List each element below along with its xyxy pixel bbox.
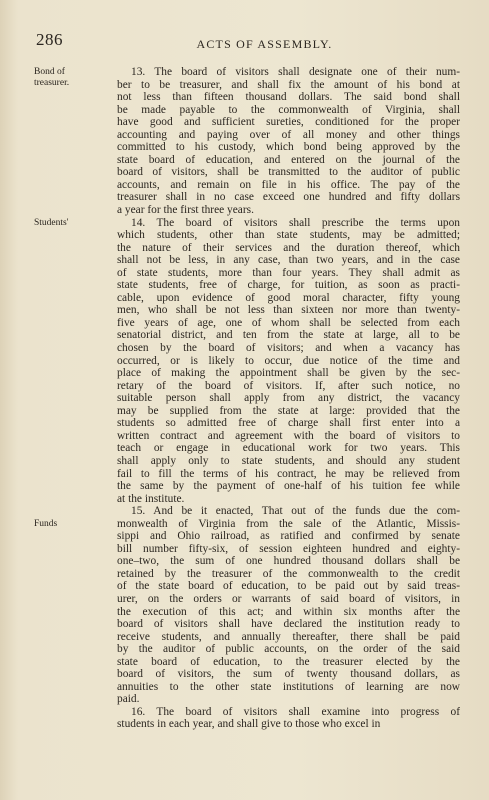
running-head: ACTS OF ASSEMBLY. [196, 37, 333, 51]
text-line: not less than fifteen thousand dollars. The said bond shall [117, 91, 460, 104]
text-line: men, who shall be not less than sixteen nor more than twenty- [117, 304, 460, 317]
text-line: one–two, the sum of one hundred thousand dollars shall be [117, 555, 460, 568]
paragraph-section-13 [117, 66, 460, 217]
text-line: accounts, and remain on file in his office. The pay of the [117, 178, 460, 191]
text-line: 15. And be it enacted, That out of the funds due the com- [131, 505, 460, 518]
paragraph-section-15 [117, 505, 460, 706]
text-line: state board of education, to the treasurer elected by the [117, 655, 460, 668]
text-line: teach or engage in educational work for two years. This [117, 442, 460, 455]
text-line: be made payable to the commonwealth of Virginia, shall [117, 103, 460, 116]
text-line: the same by the payment of one-half of his tuition fee while [117, 480, 460, 493]
text-line: place of making the appointment shall be given by the sec- [117, 367, 460, 380]
margin-note-line: Funds [34, 519, 58, 529]
text-line: state students, free of charge, for tuition, as soon as practi- [117, 279, 460, 292]
text-line: 16. The board of visitors shall examine into progress of [131, 705, 460, 718]
text-line: may be supplied from the state at large: provided that the [117, 404, 460, 417]
text-line: the nature of their services and the duration thereof, which [117, 241, 460, 254]
text-line: occurred, or is likely to occur, due notice of the time and [117, 354, 460, 367]
text-line: retary of the board of visitors. If, after such notice, no [117, 379, 460, 392]
paragraph-section-14 [117, 217, 460, 506]
text-line: sippi and Ohio railroad, as ratified and confirmed by senate [117, 530, 460, 543]
text-line: shall not be less, in any case, than two years, and in the case [117, 254, 460, 267]
page-number: 286 [36, 30, 63, 49]
margin-note-line: treasurer. [34, 78, 70, 88]
text-line: written contract and agreement with the board of visitors to [117, 429, 460, 442]
text-line: students so admitted free of charge shall first enter into a [117, 417, 460, 430]
text-line: fail to fill the terms of his contract, he may be relieved from [117, 467, 460, 480]
text-line: suitable person shall apply from any district, the vacancy [117, 392, 460, 405]
text-line: by the auditor of public accounts, on the order of the said [117, 643, 460, 656]
text-line: have good and sufficient sureties, conditioned for the proper [117, 116, 460, 129]
text-line: accounting and paying over of all money and other things [117, 128, 460, 141]
text-line: at the institute. [117, 492, 185, 505]
text-line: state board of education, and entered on the journal of the [117, 153, 460, 166]
text-line: urer, on the orders or warrants of said board of visitors, in [117, 592, 460, 605]
text-line: which students, other than state students, may be admitted; [117, 229, 460, 242]
text-line: 13. The board of visitors shall designate one of their num- [131, 66, 460, 78]
margin-note-students [34, 218, 104, 229]
text-line: bill number fifty-six, of session eighteen hundred and eighty- [117, 542, 460, 555]
text-line: 14. The board of visitors shall prescribe the terms upon [131, 216, 460, 229]
text-line: board of visitors shall have declared the institution ready to [117, 618, 460, 631]
text-line: annuities to the other state institutions of learning are now [117, 680, 460, 693]
text-line: cable, upon evidence of good moral character, fifty young [117, 291, 460, 304]
text-line: chosen by the board of visitors; and when a vacancy has [117, 342, 460, 355]
text-line: students in each year, and shall give to those who excel in [117, 718, 381, 731]
text-line: board of visitors, shall be transmitted to the auditor of public [117, 166, 460, 179]
text-line: five years of age, one of whom shall be selected from each [117, 316, 460, 329]
margin-note-line: Students' [34, 218, 69, 228]
text-line: ber to be treasurer, and shall fix the amount of his bond at [117, 78, 460, 91]
text-line: the execution of this act; and within six months after the [117, 605, 460, 618]
text-line: shall apply only to state students, and should any student [117, 454, 460, 467]
text-line: senatorial district, and ten from the state at large, all to be [117, 329, 460, 342]
margin-note-line: Bond of [34, 67, 65, 77]
text-line: receive students, and annually thereafter, there shall be paid [117, 630, 460, 643]
text-line: committed to his custody, which bond being approved by the [117, 141, 460, 154]
margin-note-funds [34, 519, 104, 530]
text-line: of the state board of education, to be paid out by said treas- [117, 580, 460, 593]
text-line: monwealth of Virginia from the sale of the Atlantic, Missis- [117, 517, 460, 530]
text-line: retained by the treasurer of the commonwealth to the credit [117, 567, 460, 580]
margin-note-bond [34, 67, 104, 89]
text-line: of state students, more than four years. They shall admit as [117, 266, 460, 279]
text-line: treasurer shall in no case exceed one hundred and fifty dollars [117, 191, 460, 204]
paragraph-section-16 [117, 706, 460, 731]
body-text [117, 66, 460, 731]
text-line: board of visitors, the sum of twenty thousand dollars, as [117, 668, 460, 681]
text-line: a year for the first three years. [117, 204, 254, 217]
text-line: paid. [117, 693, 140, 706]
